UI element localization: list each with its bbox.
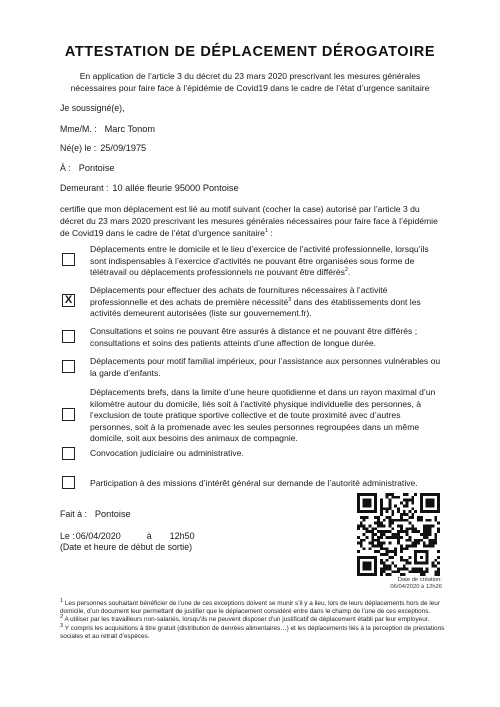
birthdate-row [60,143,146,153]
soussigne-text: Je soussigné(e), [60,103,125,113]
intro-paragraph: En application de l’article 3 du décret du 23 mars 2020 prescrivant les mesures générales nécessaires pour faire face à l’épidémie de Covid19 dans le cadre de l’état d’urgence sanitaire [70,71,430,93]
checkbox-exercise[interactable] [62,408,75,421]
footnotes [60,597,445,641]
certifie-paragraph [60,203,445,239]
checkbox-family[interactable] [62,360,75,373]
birthdate-field[interactable]: 25/09/1975 [100,143,147,153]
name-row [60,124,155,134]
name-label: Mme/M. : [60,124,97,134]
option-text: Déplacements brefs, dans la limite d’une heure quotidienne et dans un rayon maximal d’un kilomètre autour du domicile, liés soit à l’activité physique individuelle des personnes, à l’exclusion de toute pratique sportive collective et de toute proximité avec d’autres personnes, soit à la promenade avec les seules personnes regroupées dans un même domicile, soit aux besoins des animaux de compagnie. [90,387,436,444]
qr-caption: Date de création: 06/04/2020 à 12h26 [390,577,442,590]
birthplace-row [60,163,115,173]
birthdate-label: Né(e) le : [60,143,97,153]
certifie-end: : [268,228,273,238]
date-note: (Date et heure de début de sortie) [60,542,193,552]
option-text: Participation à des missions d’intérêt général sur demande de l’autorité administrative. [90,478,418,488]
checkbox-judicial[interactable] [62,447,75,460]
fait-label: Fait à : [60,509,87,519]
le-label: Le : [60,531,75,541]
address-row [60,183,239,193]
birthplace-label: À : [60,163,71,173]
footnote-1: $^1$ Les personnes souhaitant bénéficier de l’une de ces exceptions doivent se munir s’il y a lieu, lors de leurs déplacements hors de leur domicile, d’un document leur permettant de justifier que le déplacement considéré entre dans le champ de l’une de ces exceptions. [60,597,440,616]
fait-field[interactable]: Pontoise [94,509,131,519]
option-text: Déplacements pour effectuer des achats de fournitures nécessaires à l’activité professionnelle et des achats de première nécessité$^3$ dans des établissements dont les activités demeurent autorisées (liste sur gouvernement.fr). [90,285,421,319]
footnote-ref-1: 1 [264,228,269,235]
date-field[interactable]: 06/04/2020 [75,531,121,541]
a-label: à [146,531,152,541]
option-text: Déplacements pour motif familial impérieux, pour l’assistance aux personnes vulnérables ou la garde d’enfants. [90,356,441,378]
checkbox-health[interactable] [62,330,75,343]
checkbox-purchases[interactable]: X [62,294,75,307]
qr-code [357,493,440,576]
name-field[interactable]: Marc Tonom [104,124,156,134]
address-label: Demeurant : [60,183,109,193]
birthplace-field[interactable]: Pontoise [78,163,115,173]
certifie-text: certifie que mon déplacement est lié au motif suivant (cocher la case) autorisé par l’article 3 du décret du 23 mars 2020 prescrivant les mesures générales nécessaires pour faire face à l’épidémie de Covid19 dans le cadre de l’état d’urgence sanitaire [60,204,438,238]
option-text: Consultations et soins ne pouvant être assurés à distance et ne pouvant être différés ; consultations et soins des patients atteints d’une affection de longue durée. [90,326,418,348]
footnote-2: $^2$ A utiliser par les travailleurs non-salariés, lorsqu’ils ne peuvent disposer d’un justificatif de déplacement établi par leur employeur. [60,614,430,624]
address-field[interactable]: 10 allée fleurie 95000 Pontoise [112,183,239,193]
document-title: ATTESTATION DE DÉPLACEMENT DÉROGATOIRE [64,44,436,60]
option-text: Convocation judiciaire ou administrative. [90,448,244,458]
footnote-3: $^3$ Y compris les acquisitions à titre gratuit (distribution de denrées alimentaires…) et les déplacements liés à la perception de prestations sociales et au retrait d’espèces. [60,622,445,640]
time-field[interactable]: 12h50 [169,531,195,541]
date-row [60,531,195,541]
option-text: Déplacements entre le domicile et le lieu d’exercice de l’activité professionnelle, lorsqu’ils sont indispensables à l’exercice d’activités ne pouvant être organisées sous forme de télétravail ou déplacements professionnels ne pouvant être différés$^2$. [90,244,429,278]
checkbox-professional[interactable] [62,253,75,266]
fait-row [60,509,131,519]
checkbox-mission[interactable] [62,476,75,489]
